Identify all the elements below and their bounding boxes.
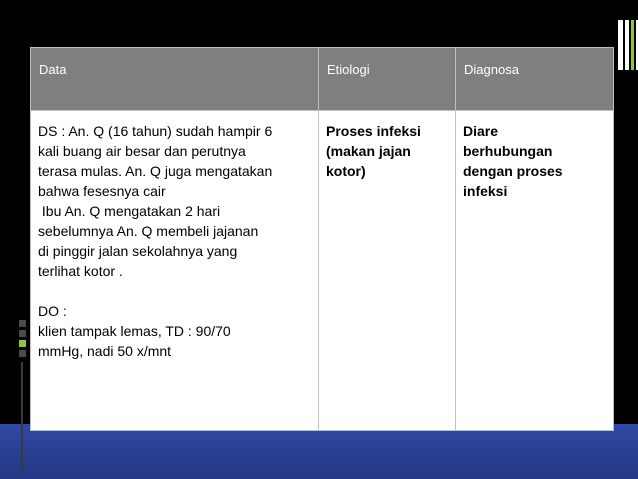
do-line: DO : [38,303,67,319]
diagnosa-line: infeksi [463,183,508,199]
header-data: Data [31,48,319,111]
diagnosa-line: berhubungan [463,143,553,159]
decor-square-3 [19,350,26,357]
decor-bar-white-2 [625,20,629,70]
data-line: terasa mulas. An. Q juga mengatakan [38,163,273,179]
cell-data [31,111,319,431]
data-line: di pinggir jalan sekolahnya yang [38,243,238,259]
do-line: klien tampak lemas, TD : 90/70 [38,323,231,339]
cell-etiologi [319,111,456,431]
etiologi-line: kotor) [326,163,366,179]
decor-square-2 [19,330,26,337]
bottom-accent-band [0,424,638,479]
etiologi-line: (makan jajan [326,143,411,159]
header-diagnosa: Diagnosa [456,48,614,111]
diagnosa-line: Diare [463,123,499,139]
data-line: terlihat kotor . [38,263,123,279]
decor-square-green [19,340,26,347]
decor-square-1 [19,320,26,327]
diagnosa-line: dengan proses [463,163,563,179]
data-line: kali buang air besar dan perutnya [38,143,246,159]
data-line: sebelumnya An. Q membeli jajanan [38,223,259,239]
decor-bar-white-1 [618,20,623,70]
data-line: DS : An. Q (16 tahun) sudah hampir 6 [38,123,273,139]
decor-line-left [21,362,23,472]
table-header-row [31,48,614,111]
data-line: bahwa fesesnya cair [38,183,166,199]
assessment-table [30,47,614,431]
paragraph-gap [38,281,311,301]
header-etiologi: Etiologi [319,48,456,111]
do-line: mmHg, nadi 50 x/mnt [38,343,172,359]
etiologi-line: Proses infeksi [326,123,421,139]
decor-bar-green [631,20,634,70]
data-line: Ibu An. Q mengatakan 2 hari [38,203,221,219]
table-row [31,111,614,431]
cell-diagnosa [456,111,614,431]
